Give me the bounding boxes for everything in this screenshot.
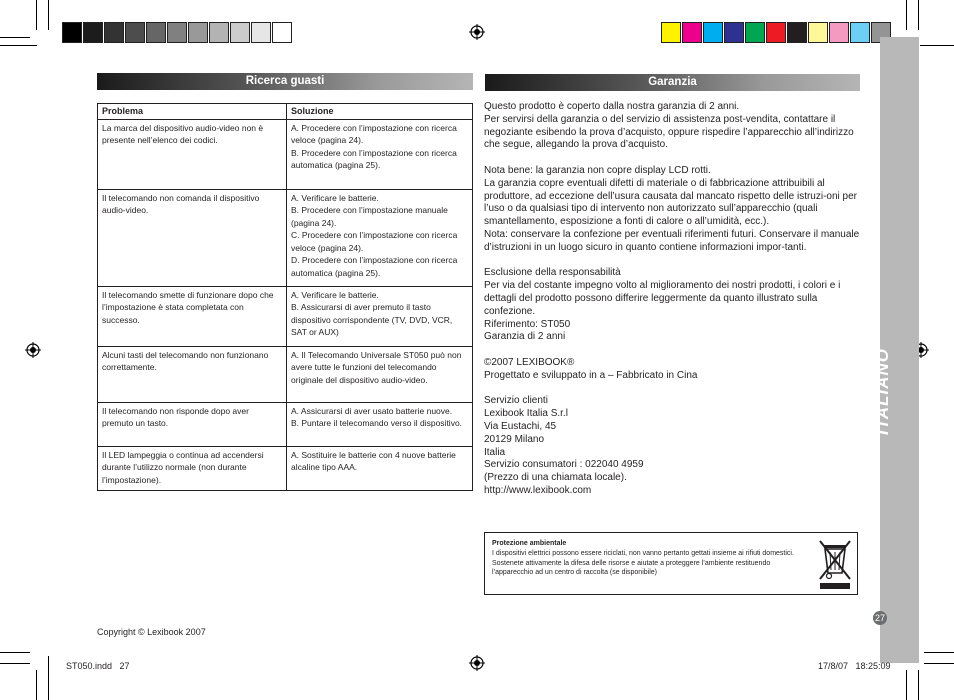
crop-mark bbox=[48, 0, 49, 30]
calibration-swatch bbox=[62, 22, 82, 43]
warranty-line: Lexibook Italia S.r.l bbox=[484, 408, 568, 420]
troubleshooting-title: Ricerca guasti bbox=[245, 75, 325, 87]
warranty-line: Nota bene: la garanzia non copre display LCD rotti. bbox=[484, 164, 711, 176]
problem-cell: Il LED lampeggia o continua ad accendersi durante l’utilizzo normale (non durante l’impostazione). bbox=[98, 446, 287, 490]
warranty-line: Nota: conservare la confezione per eventuali riferimenti futuri. Conservare il manuale d’istruzioni in un luogo sicuro in quanto contiene informazioni impor-tanti. bbox=[484, 228, 860, 253]
calibration-swatch bbox=[104, 22, 124, 43]
warranty-line: 20129 Milano bbox=[484, 433, 545, 445]
warranty-line: Via Eustachi, 45 bbox=[484, 420, 557, 432]
solution-cell bbox=[287, 346, 473, 402]
calibration-swatch bbox=[83, 22, 103, 43]
warranty-line: Riferimento: ST050 bbox=[484, 318, 571, 330]
calibration-swatch bbox=[661, 22, 681, 43]
registration-mark-icon bbox=[469, 24, 485, 40]
solution-step: A. Verificare le batterie. bbox=[291, 289, 379, 300]
table-row bbox=[98, 119, 473, 189]
crop-mark bbox=[0, 45, 37, 46]
warranty-line: Italia bbox=[484, 446, 506, 458]
problem-cell: Il telecomando non risponde dopo aver premuto un tasto. bbox=[98, 402, 287, 446]
crop-mark bbox=[0, 652, 30, 653]
warranty-line: Esclusione della responsabilità bbox=[484, 267, 621, 279]
page-number-badge bbox=[873, 611, 887, 625]
warranty-line: Per via del costante impegno volto al miglioramento dei nostri prodotti, i colori e i dettagli del prodotto possono differire leggermente da quanto illustrato sulla confezione. bbox=[484, 280, 841, 317]
solution-step: B. Procedere con l’impostazione con ricerca automatica (pagina 25). bbox=[291, 147, 457, 170]
environment-text: I dispositivi elettrici possono essere riciclati, non vanno pertanto gettati insieme ai rifiuti domestici. Sostenete attivamente la difesa delle risorse e aiutate a proteggere l’ambiente restituendo l’apparecchio ad un centro di raccolta (se disponibile) bbox=[492, 550, 794, 576]
crop-mark bbox=[918, 0, 919, 30]
paragraph-gap bbox=[484, 255, 864, 268]
table-row bbox=[98, 346, 473, 402]
solution-step: A. Il Telecomando Universale ST050 può non avere tutte le funzioni del telecomando originale del dispositivo audio-video. bbox=[291, 349, 462, 385]
problem-cell: Il telecomando smette di funzionare dopo che l’impostazione è stata completata con successo. bbox=[98, 286, 287, 346]
table-header-row bbox=[98, 104, 473, 120]
registration-mark-icon bbox=[25, 342, 41, 358]
warranty-heading bbox=[485, 74, 860, 91]
language-label: ITALIANO bbox=[873, 347, 892, 435]
crop-mark bbox=[36, 670, 37, 700]
file-timestamp: 17/8/07 18:25:09 bbox=[818, 661, 891, 671]
calibration-swatch bbox=[787, 22, 807, 43]
warranty-line: Progettato e sviluppato in a – Fabbricato in Cina bbox=[484, 369, 698, 381]
paragraph-gap bbox=[484, 152, 864, 165]
warranty-line: Garanzia di 2 anni bbox=[484, 331, 566, 343]
paragraph-gap bbox=[484, 383, 864, 396]
crop-mark bbox=[924, 663, 954, 664]
table-row bbox=[98, 286, 473, 346]
paragraph-gap bbox=[484, 344, 864, 357]
solution-cell bbox=[287, 119, 473, 189]
page-number: 27 bbox=[874, 613, 885, 623]
environment-title: Protezione ambientale bbox=[492, 540, 567, 547]
table-row bbox=[98, 402, 473, 446]
solution-cell bbox=[287, 189, 473, 286]
calibration-swatch bbox=[146, 22, 166, 43]
warranty-line: Questo prodotto è coperto dalla nostra garanzia di 2 anni. bbox=[484, 101, 740, 112]
warranty-line: (Prezzo di una chiamata locale). bbox=[484, 472, 627, 484]
troubleshooting-rows bbox=[98, 119, 473, 490]
calibration-swatch bbox=[188, 22, 208, 43]
troubleshooting-table bbox=[97, 103, 473, 491]
calibration-swatch bbox=[251, 22, 271, 43]
solution-step: C. Procedere con l’impostazione con ricerca veloce (pagina 24). bbox=[291, 230, 458, 253]
crop-mark bbox=[906, 670, 907, 700]
crop-mark bbox=[0, 663, 30, 664]
crossed-out-wheelie-bin-icon bbox=[818, 539, 852, 591]
calibration-swatch bbox=[209, 22, 229, 43]
solution-step: A. Verificare le batterie. bbox=[291, 192, 379, 203]
crop-mark bbox=[920, 45, 954, 46]
solution-cell bbox=[287, 446, 473, 490]
crop-mark bbox=[48, 656, 49, 700]
solution-step: B. Procedere con l’impostazione manuale (pagina 24). bbox=[291, 205, 448, 228]
calibration-swatch bbox=[850, 22, 870, 43]
crop-mark bbox=[0, 37, 30, 38]
crop-mark bbox=[906, 0, 907, 30]
calibration-swatch bbox=[230, 22, 250, 43]
calibration-swatch bbox=[808, 22, 828, 43]
problem-cell: Alcuni tasti del telecomando non funzionano correttamente. bbox=[98, 346, 287, 402]
solution-cell bbox=[287, 402, 473, 446]
solution-step: A. Procedere con l’impostazione con ricerca veloce (pagina 24). bbox=[291, 122, 457, 145]
problem-cell: Il telecomando non comanda il dispositivo audio-video. bbox=[98, 189, 287, 286]
copyright: Copyright © Lexibook 2007 bbox=[97, 627, 206, 637]
calibration-swatch bbox=[745, 22, 765, 43]
table-row bbox=[98, 446, 473, 490]
crop-mark bbox=[918, 670, 919, 700]
warranty-line: http://www.lexibook.com bbox=[484, 484, 592, 496]
table-row bbox=[98, 189, 473, 286]
file-name: ST050.indd 27 bbox=[66, 661, 130, 671]
warranty-line: ©2007 LEXIBOOK® bbox=[484, 356, 575, 368]
calibration-swatch bbox=[724, 22, 744, 43]
calibration-swatch bbox=[272, 22, 292, 43]
calibration-swatch bbox=[703, 22, 723, 43]
calibration-swatch bbox=[766, 22, 786, 43]
registration-mark-icon bbox=[469, 655, 485, 671]
crop-mark bbox=[36, 0, 37, 30]
calibration-swatch bbox=[682, 22, 702, 43]
calibration-swatch bbox=[125, 22, 145, 43]
solution-column-header: Soluzione bbox=[287, 104, 473, 120]
solution-step: A. Sostituire le batterie con 4 nuove batterie alcaline tipo AAA. bbox=[291, 449, 456, 472]
calibration-swatch bbox=[167, 22, 187, 43]
solution-cell bbox=[287, 286, 473, 346]
problem-column-header: Problema bbox=[98, 104, 287, 120]
crop-mark bbox=[924, 652, 954, 653]
warranty-title: Garanzia bbox=[648, 76, 697, 88]
calibration-swatch bbox=[829, 22, 849, 43]
warranty-line: Servizio clienti bbox=[484, 395, 548, 407]
warranty-line: La garanzia copre eventuali difetti di materiale o di fabbricazione attribuibili al produttore, ad eccezione dell’usura causata dal mancato rispetto delle istruzi-oni per l’uso o da qualsiasi tipo di intervento non autorizzato sull’apparecchio (quali smantellamento, esposizione a fonti di calore o all’umidità, ecc.). bbox=[484, 177, 857, 228]
solution-step: A. Assicurarsi di aver usato batterie nuove. bbox=[291, 405, 453, 416]
environment-notice bbox=[484, 532, 858, 595]
warranty-line: Per servirsi della garanzia o del servizio di assistenza post-vendita, contattare il negoziante esibendo la prova d’acquisto, oppure rispedire l’apparecchio all’indirizzo che segue, allegando la prova d’acquisto. bbox=[484, 113, 854, 151]
warranty-text bbox=[484, 101, 864, 498]
problem-cell: La marca del dispositivo audio-video non è presente nell’elenco dei codici. bbox=[98, 119, 287, 189]
warranty-line: Servizio consumatori : 022040 4959 bbox=[484, 459, 644, 471]
solution-step: B. Puntare il telecomando verso il dispositivo. bbox=[291, 418, 463, 428]
solution-step: B. Assicurarsi di aver premuto il tasto dispositivo corrispondente (TV, DVD, VCR, SAT or AUX) bbox=[291, 302, 453, 337]
troubleshooting-heading bbox=[97, 73, 473, 90]
solution-step: D. Procedere con l’impostazione con ricerca automatica (pagina 25). bbox=[291, 255, 458, 278]
